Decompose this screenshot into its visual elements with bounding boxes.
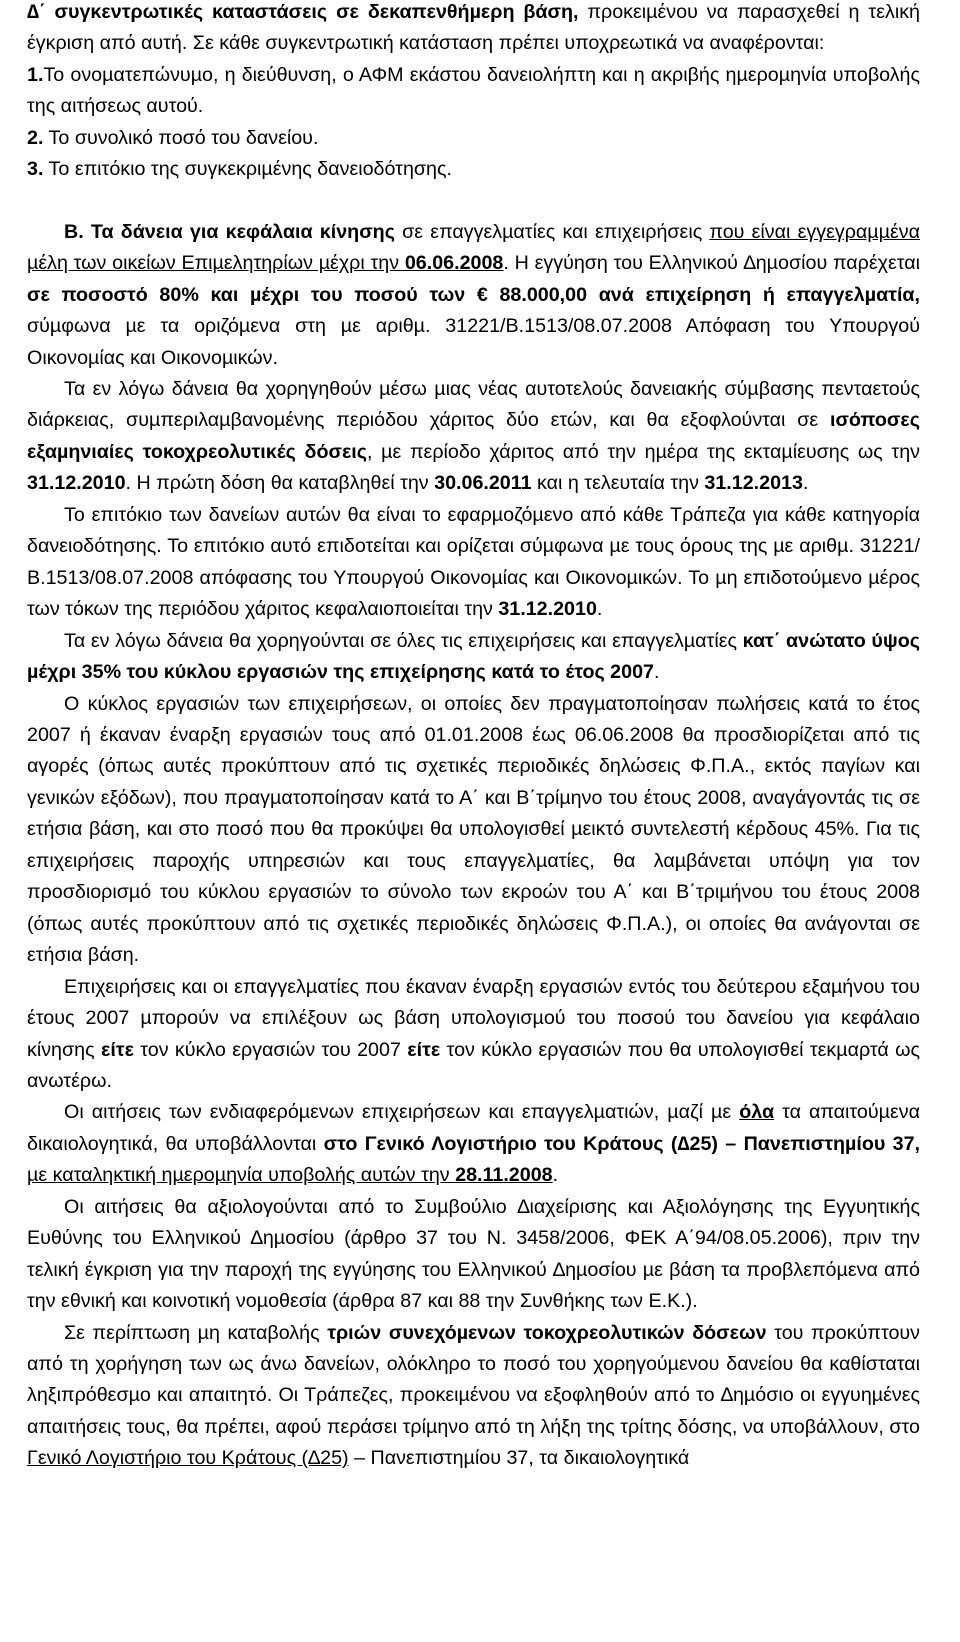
section-b-text: σύµφωνα µε τα οριζόµενα στη µε αριθµ. 31221/Β.1513/08.07.2008 Απόφαση του Υπουργού Οικονοµίας και Οικονοµικών. (27, 315, 920, 369)
paragraph-text: Σε περίπτωση µη καταβολής (64, 1321, 328, 1344)
paragraph-bold-text: είτε (407, 1038, 441, 1061)
paragraph-underlined-text: µε καταληκτική ηµεροµηνία υποβολής αυτών την (27, 1164, 456, 1187)
section-b-underlined-text: που είναι εγγεγραµµένα µέλη των οικείων Επιµελητηρίων µέχρι την (27, 220, 920, 275)
paragraph-text: Επιχειρήσεις και οι επαγγελµατίες που έκαναν έναρξη εργασιών εντός του δεύτερου εξαµήνου του έτους 2007 µπορούν να επιλέξουν ως βάση υπολογισµού του ποσού του δανείου για κεφάλαιο κίνησης (27, 975, 920, 1061)
paragraph-bold-date: 31.12.2013 (704, 472, 803, 495)
paragraph-bold-text: στο Γενικό Λογιστήριο του Κράτους (∆25) – Πανεπιστηµίου 37, (323, 1132, 921, 1155)
list-item-text: Το επιτόκιο της συγκεκριµένης δανειοδότησης. (43, 158, 452, 181)
paragraph-deadline-date: 28.11.2008 (455, 1164, 553, 1187)
paragraph-bold-underlined-text: όλα (739, 1101, 775, 1124)
paragraph-gap (27, 186, 920, 217)
evaluation-paragraph (27, 1192, 920, 1318)
paragraph-text: . (653, 661, 660, 684)
paragraph-bold-text: είτε (100, 1038, 134, 1061)
paragraph-text: . (802, 472, 809, 495)
list-item (27, 123, 920, 154)
section-b-guarantee-bold: σε ποσοστό 80% και µέχρι του ποσού των € 88.000,00 ανά επιχείρηση ή επαγγελµατία, (27, 283, 920, 306)
paragraph-text: και η τελευταία την (531, 472, 705, 495)
paragraph-text: . (552, 1164, 559, 1187)
paragraph-text: Τα εν λόγω δάνεια θα χορηγηθούν µέσω µιας νέας αυτοτελούς δανειακής σύµβασης πενταετούς διάρκειας, συµπεριλαµβανοµένης περιόδου χάριτος δύο ετών, και θα εξοφλούνται σε (27, 377, 920, 432)
paragraph-text: τον κύκλο εργασιών που θα υπολογισθεί τεκµαρτά ως ανωτέρω. (27, 1038, 920, 1092)
list-item-number: 3. (27, 158, 44, 181)
section-b-date: 06.06.2008 (404, 252, 504, 275)
submission-paragraph (27, 1097, 920, 1191)
paragraph-text: . (596, 598, 603, 621)
paragraph-bold-date: 31.12.2010 (27, 472, 126, 495)
list-item-number: 2. (27, 126, 44, 149)
paragraph-bold-date: 30.06.2011 (434, 472, 532, 495)
paragraph-text: , µε περίοδο χάριτος από την ηµέρα της εκταµίευσης ως την (367, 440, 920, 463)
paragraph-bold-date: 31.12.2010 (498, 598, 597, 621)
paragraph-underlined-text: Γενικό Λογιστήριο του Κράτους (∆25) (27, 1447, 349, 1470)
paragraph-bold-text: ισόποσες εξαµηνιαίες τοκοχρεολυτικές δόσεις (27, 409, 920, 463)
paragraph-text: Το επιτόκιο των δανείων αυτών θα είναι το εφαρµοζόµενο από κάθε Τράπεζα για κάθε κατηγορία δανειοδότησης. Το επιτόκιο αυτό επιδοτείται και ορίζεται σύµφωνα µε τους όρους της µε αριθµ. 31221/Β.1513/08.07.2008 απόφασης του Υπουργού Οικονοµίας και Οικονοµικών. Το µη επιδοτούµενο µέρος των τόκων της περιόδου χάριτος κεφαλαιοποιείται την (27, 503, 920, 621)
paragraph-text: . Η πρώτη δόση θα καταβληθεί την (125, 472, 435, 495)
section-b-paragraph (27, 217, 920, 374)
paragraph-text: Οι αιτήσεις των ενδιαφερόµενων επιχειρήσεων και επαγγελµατιών, µαζί µε (64, 1101, 740, 1124)
paragraph-text: τον κύκλο εργασιών του 2007 (133, 1038, 408, 1061)
list-item-number: 1. (27, 63, 44, 86)
paragraph-text: Ο κύκλος εργασιών των επιχειρήσεων, οι οποίες δεν πραγµατοποίησαν πωλήσεις κατά το έτος 2007 ή έκαναν έναρξη εργασιών τους από 01.01.2008 έως 06.06.2008 θα προσδιορίζεται από τις αγορές (όπως αυτές προκύπτουν από τις σχετικές περιοδικές δηλώσεις Φ.Π.Α., εκτός παγίων και γενικών εξόδων), που πραγµατοποίησαν κατά το Α΄ και Β΄τρίµηνο του έτους 2008, αναγάγοντάς τις σε ετήσια βάση, και στο ποσό που θα προκύψει θα υπολογισθεί µεικτό συντελεστή κέρδους 45%. Για τις επιχειρήσεις παροχής υπηρεσιών και τους επαγγελµατίες, θα λαµβάνεται υπόψη για τον προσδιορισµό του κύκλου εργασιών το σύνολο των εκροών του Α΄ και Β΄τριµήνου του έτους 2008 (όπως αυτές προκύπτουν από τις σχετικές περιοδικές δηλώσεις Φ.Π.Α.), οι οποίες θα ανάγονται σε ετήσια βάση. (27, 692, 920, 967)
document-body (27, 0, 920, 1475)
rate-paragraph (27, 500, 920, 626)
section-b-text: . Η εγγύηση του Ελληνικού ∆ηµοσίου παρέχεται (503, 252, 920, 275)
section-b-text: σε επαγγελµατίες και επιχειρήσεις (394, 220, 710, 243)
intro-paragraph (27, 0, 920, 60)
paragraph-text: τα απαιτούµενα δικαιολογητικά, θα υποβάλλονται (27, 1101, 920, 1155)
list-item (27, 60, 920, 123)
intro-text: προκειµένου να παρασχεθεί η τελική έγκριση από αυτή. Σε κάθε συγκεντρωτική κατάσταση πρέπει υποχρεωτικά να αναφέρονται: (27, 1, 920, 55)
limit-paragraph (27, 626, 920, 689)
contract-paragraph (27, 374, 920, 500)
list-item (27, 154, 920, 185)
list-item-text: Το συνολικό ποσό του δανείου. (43, 126, 319, 149)
section-b-label: Β. (64, 220, 84, 243)
intro-bold-text: ∆΄ συγκεντρωτικές καταστάσεις σε δεκαπενθήµερη βάση, (27, 1, 579, 23)
new-business-paragraph (27, 972, 920, 1098)
default-paragraph (27, 1318, 920, 1475)
section-b-heading: Τα δάνεια για κεφάλαια κίνησης (83, 220, 395, 243)
paragraph-text: – Πανεπιστηµίου 37, τα δικαιολογητικά (348, 1447, 690, 1470)
paragraph-bold-text: κατ΄ ανώτατο ύψος µέχρι 35% του κύκλου εργασιών της επιχείρησης κατά το έτος 2007 (27, 629, 920, 684)
paragraph-text: Τα εν λόγω δάνεια θα χορηγούνται σε όλες τις επιχειρήσεις και επαγγελµατίες (64, 629, 743, 652)
paragraph-text: Οι αιτήσεις θα αξιολογούνται από το Συµβούλιο ∆ιαχείρισης και Αξιολόγησης της Εγγυητικής Ευθύνης του Ελληνικού ∆ηµοσίου (άρθρο 37 του Ν. 3458/2006, ΦΕΚ Α΄94/08.05.2006), πριν την τελική έγκριση για την παροχή της εγγύησης του Ελληνικού ∆ηµοσίου µε βάση τα προβλεπόµενα από την εθνική και κοινοτική νοµοθεσία (άρθρα 87 και 88 την Συνθήκης των Ε.Κ.). (27, 1195, 920, 1313)
turnover-paragraph (27, 689, 920, 972)
paragraph-text: του προκύπτουν από τη χορήγηση των ως άνω δανείων, ολόκληρο το ποσό του χορηγούµενου δανείου θα καθίσταται ληξιπρόθεσµο και απαιτητό. Οι Τράπεζες, προκειµένου να εξοφληθούν από το ∆ηµόσιο οι εγγυηµένες απαιτήσεις τους, θα πρέπει, αφού περάσει τρίµηνο από τη λήξη της τρίτης δόσης, να υποβάλλουν, στο (27, 1321, 920, 1438)
list-item-text: Το ονοµατεπώνυµο, η διεύθυνση, ο ΑΦΜ εκάστου δανειολήπτη και η ακριβής ηµεροµηνία υποβολής της αιτήσεως αυτού. (27, 63, 920, 118)
paragraph-bold-text: τριών συνεχόµενων τοκοχρεολυτικών δόσεων (327, 1321, 767, 1344)
